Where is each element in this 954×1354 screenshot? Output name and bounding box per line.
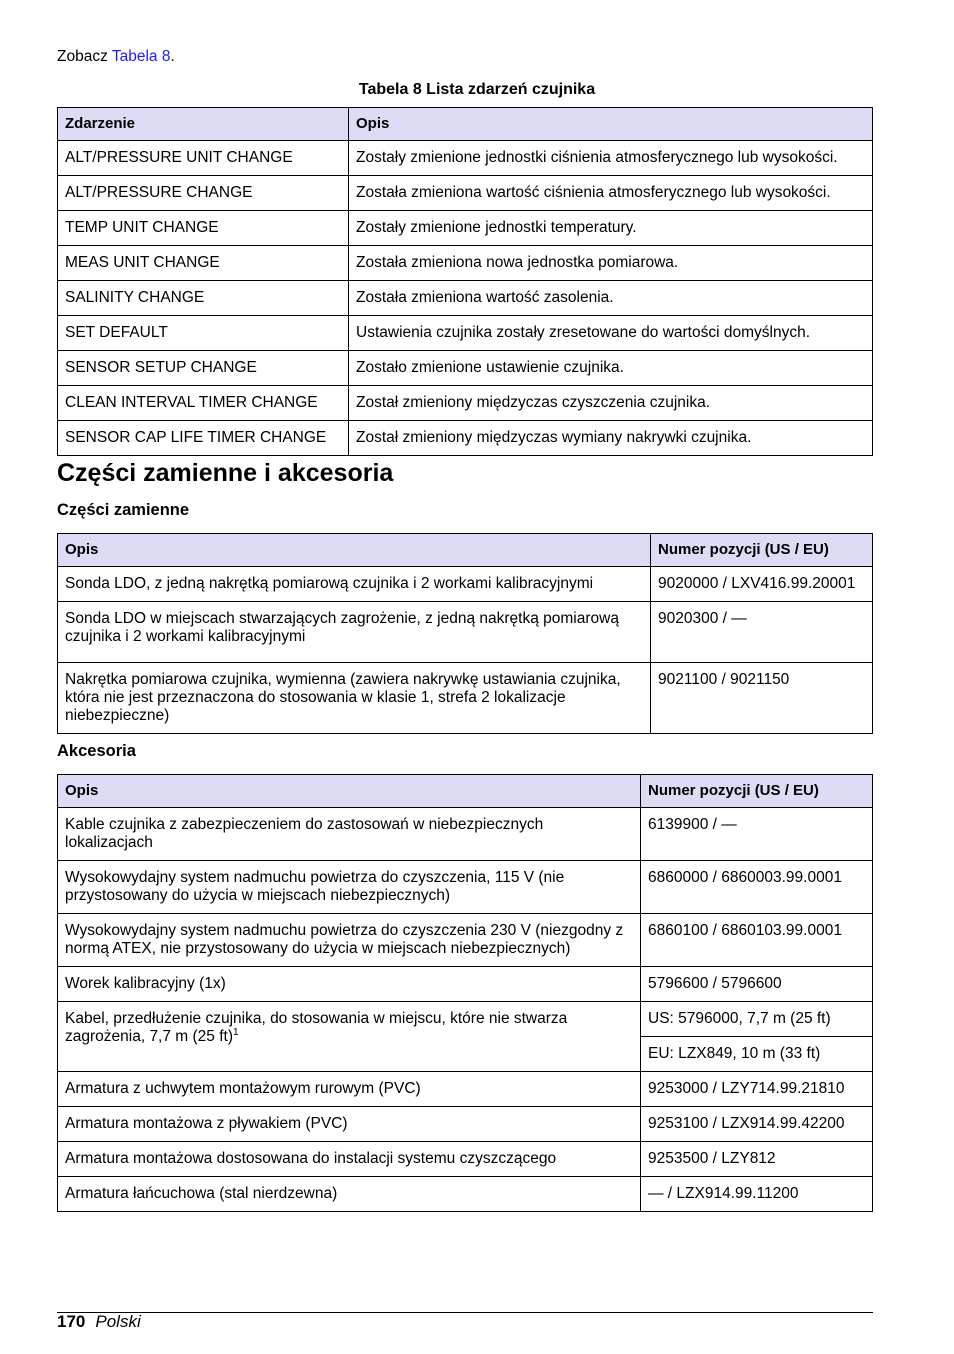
- accessory-number: 9253000 / LZY714.99.21810: [641, 1072, 873, 1107]
- accessory-number: 5796600 / 5796600: [641, 967, 873, 1002]
- accessory-description: Armatura z uchwytem montażowym rurowym (PVC): [58, 1072, 641, 1107]
- accessory-number: 9253500 / LZY812: [641, 1142, 873, 1177]
- table-8-link[interactable]: Tabela 8: [111, 48, 171, 65]
- table-row: [58, 663, 873, 734]
- header-description: Opis: [58, 775, 641, 808]
- intro-text: [57, 47, 175, 67]
- part-number: 9021100 / 9021150: [651, 663, 873, 734]
- section-title: Części zamienne i akcesoria: [57, 459, 394, 487]
- table-row: [58, 281, 873, 316]
- accessories-table: [57, 774, 873, 1212]
- event-description: Ustawienia czujnika zostały zresetowane do wartości domyślnych.: [349, 316, 873, 351]
- table-8-caption: Tabela 8 Lista zdarzeń czujnika: [358, 81, 596, 98]
- event-description: Została zmieniona wartość ciśnienia atmosferycznego lub wysokości.: [349, 176, 873, 211]
- intro-suffix: .: [170, 48, 175, 65]
- accessory-description: Armatura łańcuchowa (stal nierdzewna): [58, 1177, 641, 1212]
- accessory-number: 6139900 / —: [641, 808, 873, 861]
- accessory-description: Armatura montażowa dostosowana do instalacji systemu czyszczącego: [58, 1142, 641, 1177]
- table-row: [58, 421, 873, 456]
- part-description: Sonda LDO, z jedną nakrętką pomiarową czujnika i 2 workami kalibracyjnymi: [58, 567, 651, 602]
- accessory-number: — / LZX914.99.11200: [641, 1177, 873, 1212]
- page-language: Polski: [95, 1312, 141, 1331]
- table-row: [58, 141, 873, 176]
- table-row: [58, 602, 873, 663]
- accessory-description: Kable czujnika z zabezpieczeniem do zastosowań w niebezpiecznych lokalizacjach: [58, 808, 641, 861]
- event-name: SET DEFAULT: [58, 316, 349, 351]
- header-description: Opis: [58, 534, 651, 567]
- header-item-number: Numer pozycji (US / EU): [651, 534, 873, 567]
- page-number: 170: [57, 1312, 86, 1331]
- spare-parts-heading: Części zamienne: [57, 501, 190, 519]
- table-row: [58, 351, 873, 386]
- accessory-number-eu: EU: LZX849, 10 m (33 ft): [641, 1037, 873, 1072]
- table-header-row: [58, 775, 873, 808]
- table-row: [58, 316, 873, 351]
- accessory-description: Worek kalibracyjny (1x): [58, 967, 641, 1002]
- event-description: Został zmieniony międzyczas wymiany nakrywki czujnika.: [349, 421, 873, 456]
- event-description: Zostały zmienione jednostki ciśnienia atmosferycznego lub wysokości.: [349, 141, 873, 176]
- table-row: [58, 386, 873, 421]
- table-row: [58, 861, 873, 914]
- table-header-row: [58, 534, 873, 567]
- sensor-events-table: [57, 107, 873, 456]
- accessory-description: Armatura montażowa z pływakiem (PVC): [58, 1107, 641, 1142]
- event-name: CLEAN INTERVAL TIMER CHANGE: [58, 386, 349, 421]
- event-description: Została zmieniona nowa jednostka pomiarowa.: [349, 246, 873, 281]
- part-number: 9020000 / LXV416.99.20001: [651, 567, 873, 602]
- event-description: Zostało zmienione ustawienie czujnika.: [349, 351, 873, 386]
- accessory-number-us: US: 5796000, 7,7 m (25 ft): [641, 1002, 873, 1037]
- part-description: Nakrętka pomiarowa czujnika, wymienna (zawiera nakrywkę ustawiania czujnika, która nie jest przeznaczona do stosowania w klasie 1, strefa 2 lokalizacje niebezpieczne): [58, 663, 651, 734]
- accessory-number: 6860100 / 6860103.99.0001: [641, 914, 873, 967]
- event-name: SALINITY CHANGE: [58, 281, 349, 316]
- event-name: ALT/PRESSURE UNIT CHANGE: [58, 141, 349, 176]
- event-name: ALT/PRESSURE CHANGE: [58, 176, 349, 211]
- event-description: Został zmieniony międzyczas czyszczenia czujnika.: [349, 386, 873, 421]
- accessory-description: Wysokowydajny system nadmuchu powietrza do czyszczenia, 115 V (nie przystosowany do użycia w miejscach niebezpiecznych): [58, 861, 641, 914]
- table-row: [58, 567, 873, 602]
- part-description: Sonda LDO w miejscach stwarzających zagrożenie, z jedną nakrętką pomiarową czujnika i 2 workami kalibracyjnymi: [58, 602, 651, 663]
- table-row: [58, 1107, 873, 1142]
- header-description: Opis: [349, 108, 873, 141]
- header-event: Zdarzenie: [58, 108, 349, 141]
- accessory-number: 9253100 / LZX914.99.42200: [641, 1107, 873, 1142]
- spare-parts-table: [57, 533, 873, 734]
- footer-divider: [57, 1312, 873, 1313]
- event-name: TEMP UNIT CHANGE: [58, 211, 349, 246]
- header-item-number: Numer pozycji (US / EU): [641, 775, 873, 808]
- table-header-row: [58, 108, 873, 141]
- event-name: SENSOR SETUP CHANGE: [58, 351, 349, 386]
- event-description: Zostały zmienione jednostki temperatury.: [349, 211, 873, 246]
- event-description: Została zmieniona wartość zasolenia.: [349, 281, 873, 316]
- table-row: [58, 1002, 873, 1037]
- accessory-description: Wysokowydajny system nadmuchu powietrza do czyszczenia 230 V (niezgodny z normą ATEX, nie przystosowany do użycia w miejscach niebezpiecznych): [58, 914, 641, 967]
- table-row: [58, 1142, 873, 1177]
- page-footer: [57, 1312, 141, 1332]
- table-row: [58, 246, 873, 281]
- table-row: [58, 1072, 873, 1107]
- table-row: [58, 914, 873, 967]
- table-row: [58, 176, 873, 211]
- accessory-number: 6860000 / 6860003.99.0001: [641, 861, 873, 914]
- cable-description: Kabel, przedłużenie czujnika, do stosowania w miejscu, które nie stwarza zagrożenia, 7,7 m (25 ft): [65, 1010, 568, 1045]
- event-name: SENSOR CAP LIFE TIMER CHANGE: [58, 421, 349, 456]
- table-row: [58, 808, 873, 861]
- footnote-marker: 1: [233, 1026, 239, 1038]
- event-name: MEAS UNIT CHANGE: [58, 246, 349, 281]
- accessory-description: [58, 1002, 641, 1072]
- accessories-heading: Akcesoria: [57, 742, 136, 760]
- intro-prefix: Zobacz: [57, 48, 112, 65]
- table-row: [58, 967, 873, 1002]
- table-row: [58, 1177, 873, 1212]
- part-number: 9020300 / —: [651, 602, 873, 663]
- table-row: [58, 211, 873, 246]
